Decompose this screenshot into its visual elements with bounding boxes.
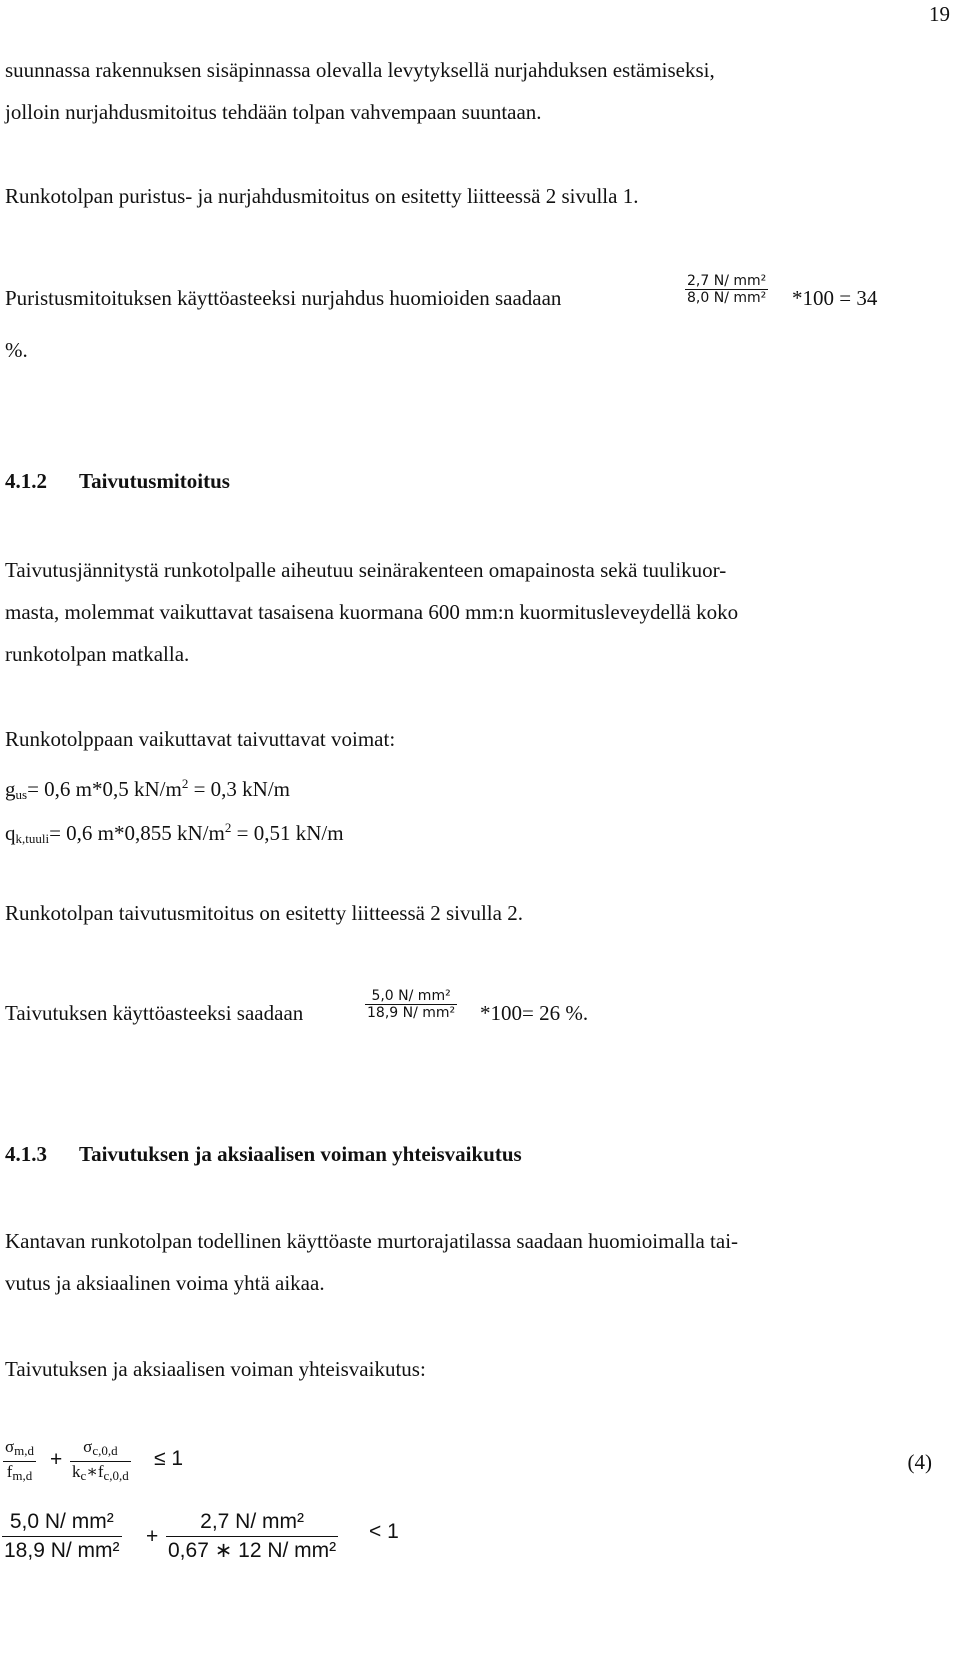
fraction-numerator: 5,0 N/ mm² [371, 988, 451, 1004]
paragraph-line: Taivutuksen ja aksiaalisen voiman yhteisvaikutus: [5, 1357, 426, 1381]
equation-label: (4) [907, 1450, 932, 1474]
section-number: 4.1.2 [5, 469, 47, 493]
load-exponent: 2 [224, 820, 232, 835]
paragraph-line: Kantavan runkotolpan todellinen käyttöaste murtorajatilassa saadaan huomioimalla tai- [5, 1229, 739, 1253]
paragraph-line: Taivutuksen käyttöasteeksi saadaan [5, 1001, 304, 1025]
paragraph-line: Runkotolppaan vaikuttavat taivuttavat voimat: [5, 727, 396, 751]
section-heading [5, 1142, 522, 1167]
paragraph-fragment: *100= 26 %. [480, 1001, 589, 1025]
numeric-relation: < 1 [369, 1520, 399, 1543]
equation-fraction-1 [3, 1437, 36, 1486]
load-g-equation [5, 773, 290, 805]
paragraph-fragment: %. [5, 338, 28, 362]
paragraph-line: runkotolpan matkalla. [5, 642, 190, 666]
section-title: Taivutusmitoitus [79, 469, 230, 493]
fraction-numerator: 2,7 N/ mm² [687, 273, 767, 289]
equation-plus: + [50, 1448, 63, 1471]
paragraph-line: Runkotolpan taivutusmitoitus on esitetty liitteessä 2 sivulla 2. [5, 901, 523, 925]
paragraph-line: vutus ja aksiaalinen voima yhtä aikaa. [5, 1271, 325, 1295]
fraction-numerator: $\sigma_{c,0,d}$ [83, 1437, 118, 1458]
load-expression: = 0,6 m*0,855 kN/m [49, 821, 225, 845]
load-q-equation [5, 817, 344, 849]
utilization-fraction [685, 273, 768, 306]
paragraph-line: Taivutusjännitystä runkotolpalle aiheutuu seinärakenteen omapainosta sekä tuulikuor- [5, 558, 727, 582]
load-exponent: 2 [181, 776, 189, 791]
fraction-denominator: 8,0 N/ mm² [687, 290, 767, 306]
section-title: Taivutuksen ja aksiaalisen voiman yhteisvaikutus [79, 1142, 522, 1166]
section-heading [5, 469, 230, 494]
equation-fraction-2 [70, 1437, 131, 1486]
paragraph-line: masta, molemmat vaikuttavat tasaisena kuormana 600 mm:n kuormitusleveydellä koko [5, 600, 739, 624]
page-number: 19 [929, 2, 950, 26]
fraction-numerator: $\sigma_{m,d}$ [5, 1437, 35, 1458]
load-symbol: q [5, 821, 16, 845]
fraction-denominator: $f_{m,d}$ [6, 1462, 33, 1483]
load-subscript: us [15, 787, 28, 802]
paragraph-line: Runkotolpan puristus- ja nurjahdusmitoitus on esitetty liitteessä 2 sivulla 1. [5, 184, 639, 208]
load-subscript: k,tuuli [15, 831, 50, 846]
paragraph-line: jolloin nurjahdusmitoitus tehdään tolpan vahvempaan suuntaan. [5, 100, 542, 124]
load-expression: = 0,6 m*0,5 kN/m [27, 777, 182, 801]
fraction-denominator: 0,67 ∗ 12 N/ mm² [168, 1539, 337, 1562]
numeric-plus: + [146, 1525, 159, 1548]
fraction-numerator: 2,7 N/ mm² [200, 1510, 304, 1533]
section-number: 4.1.3 [5, 1142, 47, 1166]
paragraph-fragment: *100 = 34 [792, 286, 878, 310]
numeric-fraction-2 [166, 1508, 338, 1565]
fraction-denominator: $k_c∗f_{c,0,d}$ [72, 1462, 129, 1483]
equation-relation: ≤ 1 [154, 1447, 184, 1470]
numeric-fraction-1 [2, 1508, 122, 1565]
utilization-fraction [365, 988, 457, 1021]
fraction-denominator: 18,9 N/ mm² [4, 1539, 120, 1562]
paragraph-line: Puristusmitoituksen käyttöasteeksi nurjahdus huomioiden saadaan [5, 286, 562, 310]
load-result: = 0,3 kN/m [188, 777, 291, 801]
paragraph-line: suunnassa rakennuksen sisäpinnassa olevalla levytyksellä nurjahduksen estämiseksi, [5, 58, 715, 82]
fraction-denominator: 18,9 N/ mm² [367, 1005, 456, 1021]
load-result: = 0,51 kN/m [231, 821, 344, 845]
load-symbol: g [5, 777, 16, 801]
fraction-numerator: 5,0 N/ mm² [9, 1510, 114, 1533]
